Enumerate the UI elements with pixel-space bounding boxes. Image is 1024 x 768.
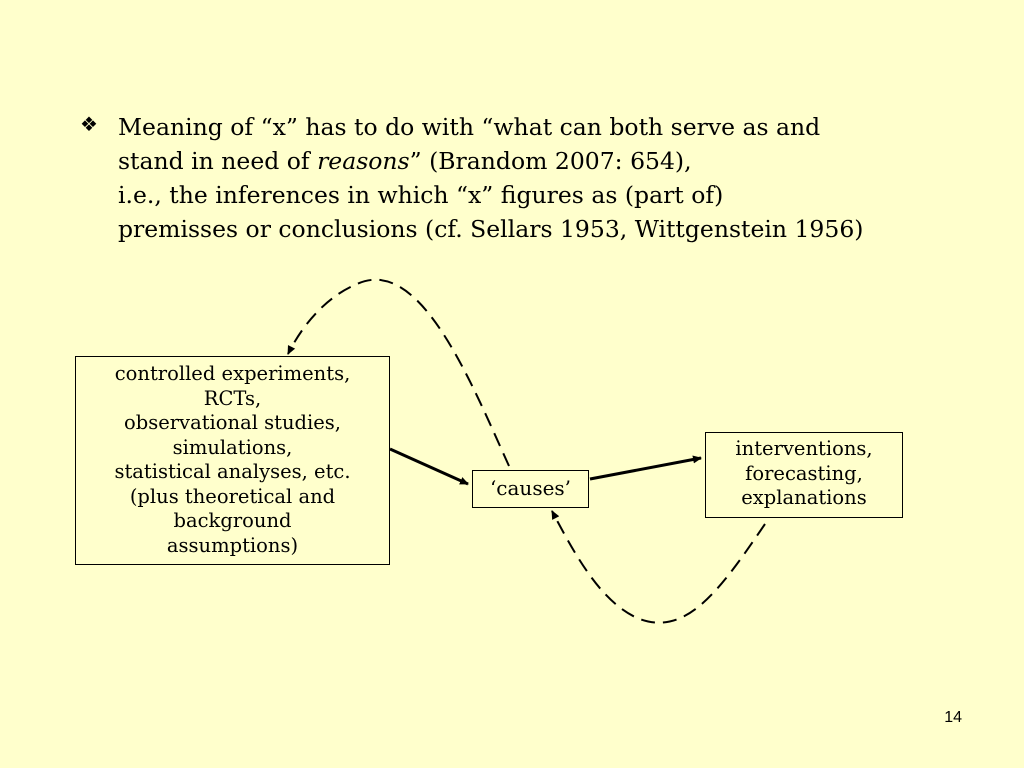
methods-line: simulations,	[172, 435, 293, 459]
four-diamond-bullet-icon: ❖	[80, 112, 98, 136]
bullet-text	[118, 110, 978, 246]
dashed-arc-right-to-causes	[552, 511, 765, 623]
causes-label: ‘causes’	[489, 476, 572, 500]
methods-line: background	[173, 509, 292, 532]
arrow-left-to-causes	[390, 449, 468, 484]
page-number: 14	[944, 709, 962, 726]
bullet-line-3: i.e., the inferences in which “x” figures as (part of)	[118, 181, 724, 209]
applications-line: forecasting,	[745, 461, 863, 485]
arrow-causes-to-right	[590, 458, 701, 479]
bullet-line-1: Meaning of “x” has to do with “what can both serve as and	[118, 113, 821, 141]
bullet-line-4: premisses or conclusions (cf. Sellars 1953, Wittgenstein 1956)	[118, 215, 864, 243]
bullet-line-2-post: ” (Brandom 2007: 654),	[409, 147, 692, 175]
applications-line: interventions,	[735, 437, 873, 460]
methods-line: controlled experiments,	[114, 362, 351, 385]
methods-line: (plus theoretical and	[129, 484, 336, 508]
bullet-line-2-pre: stand in need of	[118, 147, 318, 175]
methods-line: RCTs,	[203, 386, 262, 410]
methods-box	[75, 356, 390, 565]
methods-line: observational studies,	[123, 411, 342, 434]
bullet-line-2-italic: reasons	[317, 147, 410, 175]
methods-line: assumptions)	[166, 533, 299, 557]
methods-line: statistical analyses, etc.	[114, 460, 351, 483]
applications-box	[705, 432, 903, 518]
bullet-line-2	[118, 144, 978, 178]
applications-line: explanations	[741, 486, 867, 509]
causes-box	[472, 470, 589, 508]
